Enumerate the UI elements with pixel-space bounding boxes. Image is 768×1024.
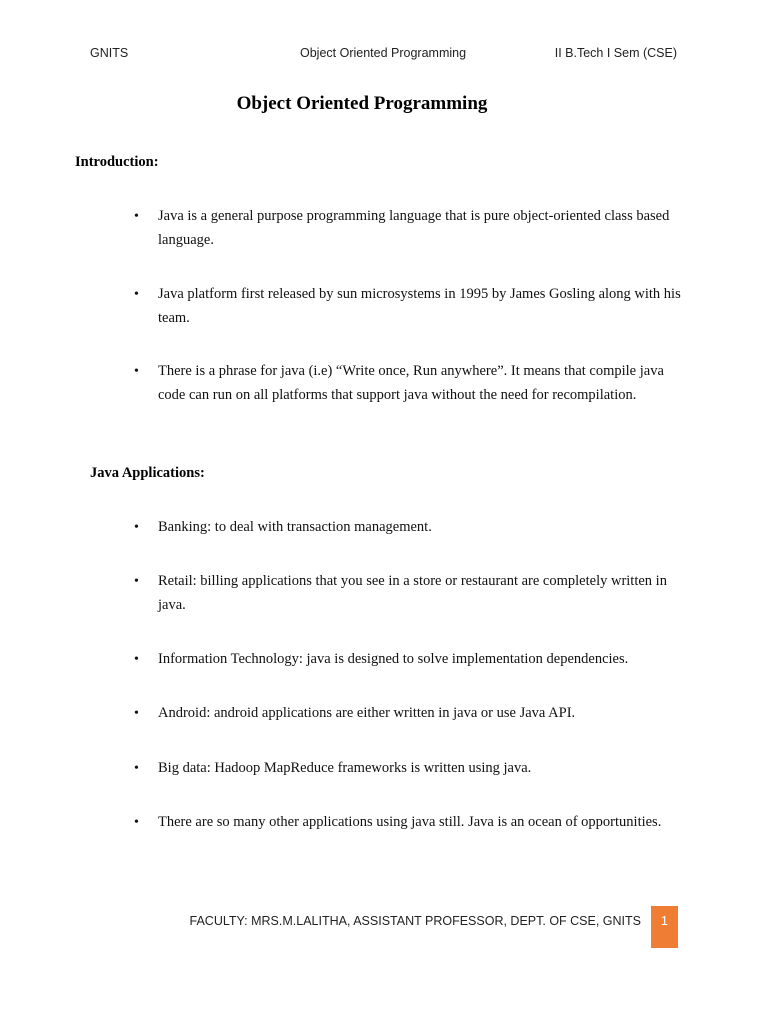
list-item	[134, 702, 688, 726]
list-item	[134, 205, 688, 252]
list-item	[134, 757, 688, 781]
list-item-text: Big data: Hadoop MapReduce frameworks is written using java.	[158, 760, 532, 776]
list-item-text: There is a phrase for java (i.e) “Write once, Run anywhere”. It means that compile java code can run on all platforms that support java without the need for recompilation.	[158, 363, 664, 403]
list-item-text: Retail: billing applications that you see in a store or restaurant are completely written in java.	[158, 573, 667, 613]
bullet-icon: •	[134, 520, 139, 535]
bullet-icon: •	[134, 815, 139, 830]
list-item	[134, 570, 688, 617]
bullet-icon: •	[134, 209, 139, 224]
bullet-icon: •	[134, 706, 139, 721]
list-item	[134, 648, 688, 672]
document-title: Object Oriented Programming	[236, 93, 488, 114]
footer-faculty: FACULTY: MRS.M.LALITHA, ASSISTANT PROFESSOR, DEPT. OF CSE, GNITS	[189, 914, 641, 928]
bullet-icon: •	[134, 761, 139, 776]
list-item-text: Android: android applications are either written in java or use Java API.	[158, 705, 576, 721]
header-institution: GNITS	[90, 46, 129, 60]
list-item	[134, 283, 688, 330]
list-item	[134, 360, 688, 407]
header-course: Object Oriented Programming	[300, 46, 467, 60]
bullet-icon: •	[134, 287, 139, 302]
list-item-text: Information Technology: java is designed to solve implementation dependencies.	[158, 651, 629, 667]
bullet-icon: •	[134, 364, 139, 379]
list-item	[134, 811, 688, 835]
bullet-icon: •	[134, 652, 139, 667]
page-footer	[190, 906, 678, 948]
bullet-icon: •	[134, 574, 139, 589]
applications-heading: Java Applications:	[90, 465, 205, 481]
list-item	[134, 516, 688, 540]
list-item-text: There are so many other applications using java still. Java is an ocean of opportunities.	[158, 814, 662, 830]
header-semester: II B.Tech I Sem (CSE)	[554, 46, 677, 60]
list-item-text: Java is a general purpose programming language that is pure object-oriented class based language.	[158, 208, 670, 248]
introduction-heading: Introduction:	[75, 154, 159, 170]
list-item-text: Banking: to deal with transaction management.	[158, 519, 432, 535]
list-item-text: Java platform first released by sun microsystems in 1995 by James Gosling along with his team.	[158, 286, 681, 326]
page-number-badge: 1	[651, 906, 678, 948]
